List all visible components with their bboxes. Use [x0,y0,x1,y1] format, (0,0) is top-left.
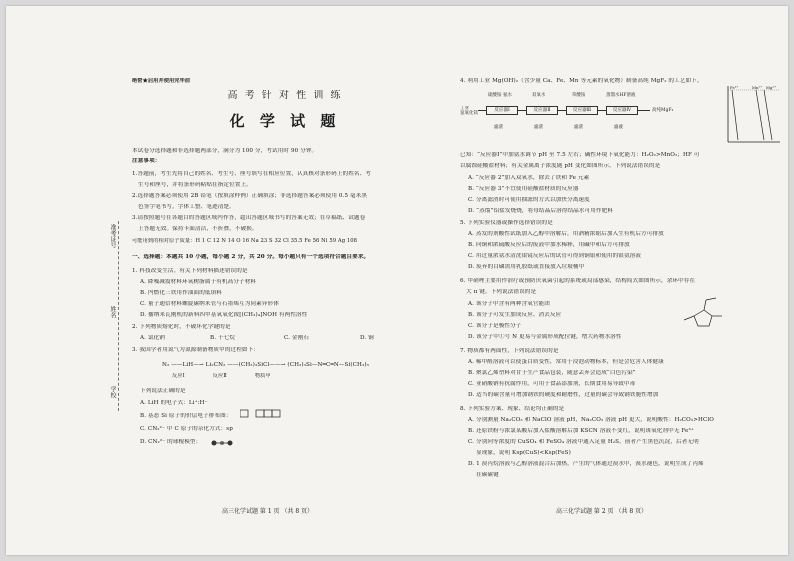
q4-option: B. “反应器 3”不宜使用硅酸盐材质的反应器 [468,186,579,192]
q6-stem: 大 π 键。下列说法错误的是 [466,289,537,295]
q1-option: B. 内燃化三铁用作油面的低填料 [140,290,222,296]
section-heading: 一、选择题：本题共 10 小题，每小题 2 分，共 20 分。每小题只有一个选项符合题目要求。 [132,254,370,260]
flow-reagent: 硫酸铵 氨水 [488,93,512,98]
left-page [132,6,438,555]
flow-residue: 滤液 [614,125,623,130]
exam-intro: 本试卷分选择题和非选择题两部分，满分为 100 分，考试用时 90 分钟。 [132,148,318,154]
notice-line: 3.请按照题号在各题目的答题区域内作答，超出答题区域书写的答案无效；在草稿纸、试题卷 [132,215,366,221]
q7-option: A. 稀甲醛溶液可以使蛋白质变性，常用于浸泡动物标本，但是会危害人体健康 [468,359,664,365]
q1-option: A. 降噪减震材料环氧树脂属于有机高分子材料 [140,279,257,285]
q8-stem: 8. 下列实验方案、现象、结论均正确的是 [460,406,565,412]
flow-reagent: 草酸铵 [572,93,586,98]
right-page [460,6,788,555]
q1-option: C. 量子通信材料螺旋碳纳米管与石墨烯互为同素异形体 [140,301,279,307]
q8-option: C. 分别向等浓度的 CuSO₄ 和 FeSO₄ 溶液中通入足量 H₂S，前者产生黑色沉淀，后者无明 [468,439,699,445]
q3-stem: 3. 我国学者用氮气为氮源制备物质甲的过程如下： [132,347,259,353]
q4-option: A. “反应器 2”加入双氧水，除去了铁和 Fe 元素 [468,175,590,181]
q3-reaction-labels: 反应Ⅰ 反应Ⅱ 物质甲 [172,373,271,379]
notice-title: 注意事项： [132,158,161,164]
q6-stem: 6. 甲硝唑主要用作治疗或预防厌氧菌引起的系统或局部感染，结构简式如图所示，余环中存在 [460,278,696,284]
q7-stem: 7. 物质都有两面性，下列说法错误的是 [460,348,559,354]
flow-residue: 滤渣 [534,125,543,130]
q6-option: A. 该分子中含有两种含氧官能团 [468,301,550,307]
notice-line: 色签字笔书写，字体工整、笔迹清楚。 [138,204,235,210]
q5-option: D. 废弃的白磷需用乳胶纸或直接放入垃圾桶中 [468,264,585,270]
q8-option: A. 分别测量 Na₂CO₃ 和 NaClO 溶液 pH，Na₂CO₃ 溶液 pH 更大，说明酸性：H₂CO₃>HClO [468,417,714,423]
notice-line: 生号和座号，并将条形码粘贴在指定位置上。 [138,182,252,188]
flow-residue: 滤渣 [574,125,583,130]
exam-title: 化 学 试 题 [229,112,341,130]
binding-line [118,221,119,411]
metronidazole-structure-icon [674,296,734,336]
q5-option: C. 用过量浓氨水清洗银镜反应后的试管可得到铜银和使用的银氨溶液 [468,253,642,259]
q2-option: A. 氯化钠 [140,335,165,341]
q6-option: B. 该分子可发生加成反应、消去反应 [468,312,562,318]
q3-option: B. 基态 Si 原子的价层电子排布图： [140,413,232,419]
page-footer: 高三化学试题 第 1 页 （共 8 页） [222,508,314,515]
q2-stem: 2. 下列物质熔化时，不破坏化学键的是 [132,324,231,330]
q4-option: C. 分离滤渣时可使用抽滤的方式以加快分离速度 [468,197,590,203]
q2-option: D. 铜 [360,335,374,341]
flow-reagent: 蒸馏水HF溶液 [606,93,636,98]
flow-box: 反应器Ⅲ [566,106,598,115]
graph-label: Mg²⁺ [766,85,777,90]
flow-residue: 滤渣 [494,125,503,130]
ball-stick-model-icon [210,437,234,447]
page-footer: 高三化学试题 第 2 页 （共 8 页） [556,508,648,515]
flow-product: 高纯MgF₂ [652,108,674,113]
q3-substem: 下列说法正确的是 [140,388,186,394]
q6-option: D. 该分子中①号 N 更易与金属形成配位键，增大药物水溶性 [468,334,622,340]
concentration-graph [722,84,782,148]
q8-option: B. 还原铁粉与浓氯某酸后加入盐酸溶解后加 KSCN 溶液不变红，说明该氧化剂中无 Fe³⁺ [468,428,694,434]
flow-arrow [518,110,526,111]
q1-option: D. 播纳米瓦刚机的新料四甲基氧氧化铵[(CH₃)₄]NOH 有两性溶性 [140,312,308,318]
q4-stem: 4. 利用工业 Mg(OH)₂（含少量 Ca、Fe、Mn 等元素的氧化物）制备高纯 MgF₂ 的工艺如下。 [460,78,703,84]
q5-stem: 5. 下列实验仪器或操作选择错误的是 [460,220,553,226]
notice-line: 2.选择题答案必须使用 2B 铅笔（按填涂样例）正确填涂；非选择题答案必须使用 0.5 毫米黑 [132,193,368,199]
q8-option: 在碳碳键 [476,472,499,478]
q8-option: D. 1 溴丙烷溶液与乙醇溶液混合后加热，产生的气体通过溴水中，溴水褪色，说明生成了丙烯 [468,461,704,467]
q6-option: C. 该分子是极性分子 [468,323,522,329]
q3-option: D. CN₂²⁻ 的球棍模型： [140,439,202,445]
q8-option: 显现象，说明 Ksp(CuS)<Ksp(FeS) [476,450,571,456]
q5-option: B. 向铜和浓硫酸反应后的废液中加水稀释，用碱中和后方可排放 [468,242,630,248]
exam-subtitle: 高 考 针 对 性 训 练 [227,90,343,101]
margin-label-exam-number: 准考证号 [109,224,116,248]
orbital-diagram-icon [240,407,300,419]
notice-line: 1.答题前，考生先将自己的姓名、考生号、座号填写在相应位置，认真核对条形码上的姓名、考 [132,171,371,177]
flow-box: 反应器Ⅱ [526,106,558,115]
flow-arrow [638,110,650,111]
exam-sheet [6,6,788,555]
margin-label-school: 学校 [109,386,116,398]
graph-label: Fe³⁺ [730,85,739,90]
q4-known: 以腐蚀硅酸盐材料；有关金属离子浓度随 pH 变化如图所示。下列说法错误的是 [460,163,661,169]
secret-mark: 绝密★启用并使用完毕前 [132,78,191,84]
q7-option: C. 亚硝酸钠有抗腐作用，可用于食品添加剂，长期食用易导致中毒 [468,381,636,387]
q7-option: B. 聚氯乙烯塑料对甘于生产食品包装，随意丢弃会造成“白色污染” [468,370,636,376]
flow-reagent: 双氧水 [532,93,546,98]
q3-option: A. LiH 的电子式：Li⁺:H⁻ [140,400,208,406]
graph-label: Mn²⁺ [752,85,763,90]
atomic-masses: 可能用到的相对原子质量：H 1 C 12 N 14 O 16 Na 23 S 32 Cl 35.5 Fe 56 Ni 59 Ag 108 [132,238,358,244]
notice-line: 上答题无效。保持卡面清洁，不折叠，不破损。 [138,226,258,232]
flow-input: 工业 氢氧化镁 [460,106,478,116]
q4-option: D. “蒸馏”铝盐发烧烧，将母结晶后溶得结晶水可用作肥料 [468,208,614,214]
q3-option: C. CN₂²⁻ 中 C 原子的杂化方式：sp [140,426,233,432]
margin-label-name: 姓名 [109,306,116,318]
flow-box: 反应器Ⅳ [606,106,638,115]
q5-option: A. 蒸发的剂酸性试纸加入乙醇中溶解后，用酒精浓缩后加入生有机后方可排放 [468,231,664,237]
flow-arrow [598,110,606,111]
q4-known: 已知：“反应器Ⅰ”中加氨水调节 pH 至 7.5 左右；碱性环境下氧化能力：H₂O₂>MnO₂；HF 可 [460,152,700,158]
q3-reaction: N₂ ——LiH—→ Li₂CN₂ ——(CH₃)₃SiCl——→ (CH₃)₃Si—N═C═N—Si(CH₃)₃ [162,362,369,368]
q2-option: C. 金刚石 [284,335,310,341]
flow-box: 反应器Ⅰ [486,106,518,115]
q7-option: D. 适当的碳含量可增加钢铁的硬度和耐磨性，过量的碳会导致钢铁脆性增加 [468,392,659,398]
flow-arrow [558,110,566,111]
flow-arrow [478,110,486,111]
q1-stem: 1. 科技改变生活。有关下列材料描述错误的是 [132,268,248,274]
q2-option: B. 十七烷 [210,335,236,341]
